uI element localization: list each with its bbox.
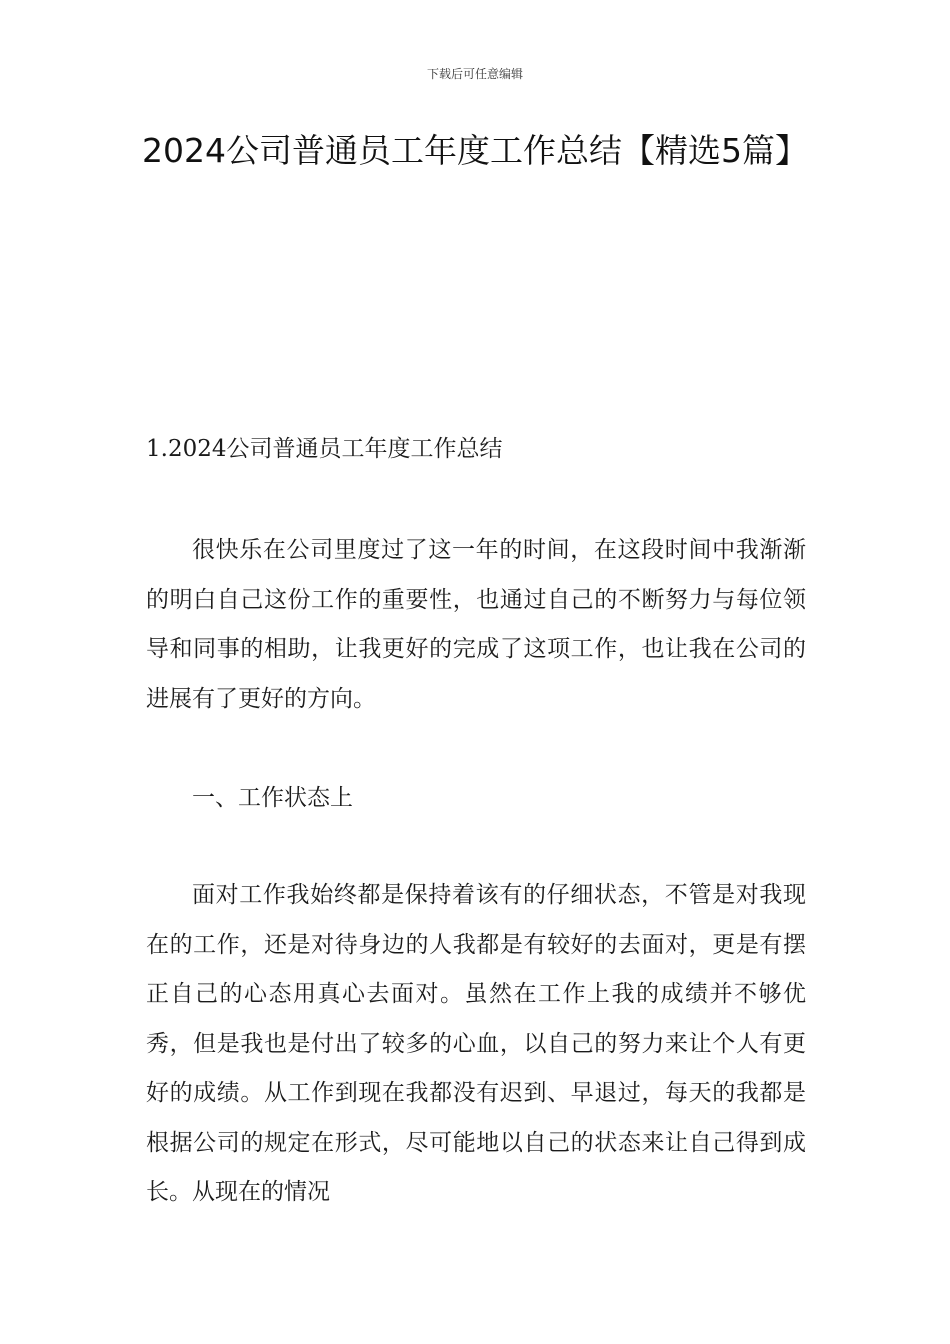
document-title: 2024公司普通员工年度工作总结【精选5篇】: [142, 131, 808, 170]
paragraph-intro: 很快乐在公司里度过了这一年的时间，在这段时间中我渐渐的明白自己这份工作的重要性，也通过自己的不断努力与每位领导和同事的相助，让我更好的完成了这项工作，也让我在公司的进展有了更好的方向。: [146, 537, 806, 712]
paragraph-work-status: 面对工作我始终都是保持着该有的仔细状态，不管是对我现在的工作，还是对待身边的人我都是有较好的去面对，更是有摆正自己的心态用真心去面对。虽然在工作上我的成绩并不够优秀，但是我也是付出了较多的心血，以自己的努力来让个人有更好的成绩。从工作到现在我都没有迟到、早退过，每天的我都是根据公司的规定在形式，尽可能地以自己的状态来让自己得到成长。从现在的情况: [146, 882, 806, 1205]
header-note: 下载后可任意编辑: [426, 67, 523, 81]
subheading-work-status: 一、工作状态上: [192, 785, 353, 811]
section-heading: 1.2024公司普通员工年度工作总结: [146, 436, 503, 462]
